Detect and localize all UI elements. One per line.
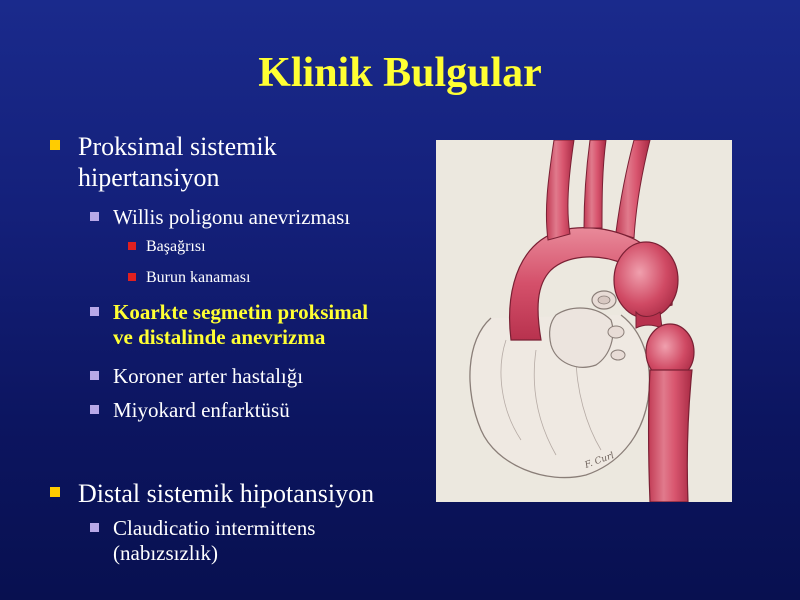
bullet-square-icon bbox=[90, 307, 99, 316]
bullet-square-icon bbox=[90, 371, 99, 380]
bullet-distal-hypotension bbox=[50, 478, 374, 509]
bullet-text-line: Koarkte segmetin proksimal bbox=[113, 300, 369, 324]
bullet-text: Başağrısı bbox=[146, 238, 206, 255]
bullet-text: Miyokard enfarktüsü bbox=[113, 398, 290, 422]
aorta-coarctation-illustration bbox=[436, 140, 732, 502]
bullet-text-line: Claudicatio intermittens bbox=[113, 516, 316, 540]
brachiocephalic-artery bbox=[546, 140, 574, 240]
bullet-text: Burun kanaması bbox=[146, 269, 251, 286]
left-subclavian-artery bbox=[616, 140, 650, 238]
bullet-text: Willis poligonu anevrizması bbox=[113, 205, 351, 229]
bullet-headache bbox=[128, 237, 206, 256]
bullet-square-icon bbox=[50, 487, 60, 497]
proximal-aneurysm bbox=[614, 242, 678, 318]
vessel-opening-inner bbox=[598, 296, 610, 304]
pulmonary-trunk-sketch bbox=[550, 308, 613, 367]
bullet-text: Proksimal sistemik hipertansiyon bbox=[78, 132, 277, 192]
bullet-myocardial-infarction bbox=[90, 398, 290, 423]
bullet-text: Koroner arter hastalığı bbox=[113, 364, 304, 388]
bullet-text-line: (nabızsızlık) bbox=[113, 541, 218, 565]
bullet-text-line: ve distalinde anevrizma bbox=[113, 325, 326, 349]
bullet-square-icon bbox=[50, 140, 60, 150]
bullet-claudication bbox=[90, 516, 315, 566]
bullet-square-icon bbox=[128, 273, 136, 281]
vessel-opening bbox=[611, 350, 625, 360]
bullet-text bbox=[113, 300, 368, 350]
bullet-coronary-disease bbox=[90, 364, 303, 389]
left-carotid-artery bbox=[584, 140, 606, 228]
descending-aorta bbox=[649, 370, 693, 502]
bullet-square-icon bbox=[90, 523, 99, 532]
bullet-willis-aneurysm bbox=[90, 205, 350, 230]
slide-title: Klinik Bulgular bbox=[258, 50, 542, 96]
bullet-text bbox=[113, 516, 315, 566]
bullet-coarctation-aneurysm bbox=[90, 300, 368, 350]
bullet-square-icon bbox=[90, 212, 99, 221]
bullet-proximal-hypertension bbox=[50, 131, 350, 193]
bullet-text: Distal sistemik hipotansiyon bbox=[78, 479, 375, 508]
vessel-opening bbox=[608, 326, 624, 338]
bullet-nosebleed bbox=[128, 268, 250, 287]
artist-signature: F. Curl bbox=[583, 451, 616, 471]
bullet-square-icon bbox=[90, 405, 99, 414]
bullet-square-icon bbox=[128, 242, 136, 250]
heart-aorta-drawing bbox=[436, 140, 732, 502]
